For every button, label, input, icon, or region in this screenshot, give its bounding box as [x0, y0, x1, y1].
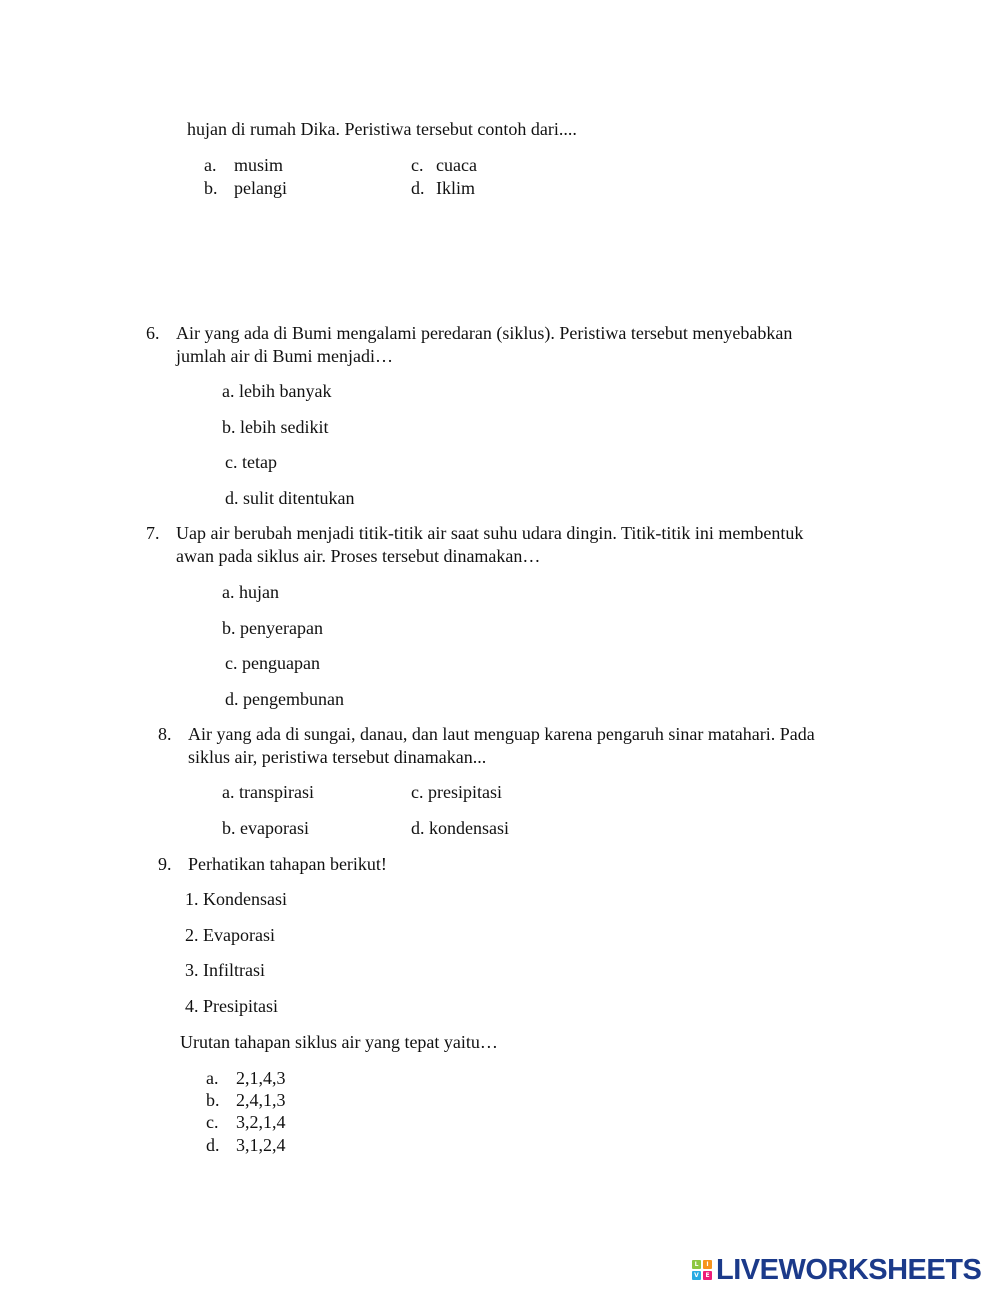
q8-option-d: d. kondensasi — [411, 818, 509, 838]
q7-option-b: b. penyerapan — [222, 618, 323, 638]
q5-option-d-letter: d. — [411, 178, 425, 198]
q8-option-a: a. transpirasi — [222, 782, 314, 802]
question-6-number: 6. — [146, 323, 160, 343]
logo-mark-cell: E — [703, 1271, 712, 1280]
q5-option-c: cuaca — [436, 155, 477, 175]
question-6-line2: jumlah air di Bumi menjadi… — [176, 346, 393, 366]
q8-option-c: c. presipitasi — [411, 782, 502, 802]
q9-stage-3: 3. Infiltrasi — [185, 960, 265, 980]
logo-mark-icon — [692, 1260, 712, 1280]
question-7-line1: Uap air berubah menjadi titik-titik air saat suhu udara dingin. Titik-titik ini membentuk — [176, 523, 804, 543]
question-8-line2: siklus air, peristiwa tersebut dinamakan... — [188, 747, 487, 767]
q9-stage-4: 4. Presipitasi — [185, 996, 278, 1016]
q9-stage-1: 1. Kondensasi — [185, 889, 287, 909]
q9-option-a: 2,1,4,3 — [236, 1068, 286, 1088]
q9-prompt: Urutan tahapan siklus air yang tepat yaitu… — [180, 1032, 498, 1052]
logo-mark-cell: L — [692, 1260, 701, 1269]
question-9-line1: Perhatikan tahapan berikut! — [188, 854, 387, 874]
question-8-line1: Air yang ada di sungai, danau, dan laut menguap karena pengaruh sinar matahari. Pada — [188, 724, 815, 744]
question-8-number: 8. — [158, 724, 172, 744]
q9-option-d: 3,1,2,4 — [236, 1135, 286, 1155]
logo-mark-cell: I — [703, 1260, 712, 1269]
q6-option-d: d. sulit ditentukan — [225, 488, 355, 508]
q5-option-b-letter: b. — [204, 178, 218, 198]
question-7-line2: awan pada siklus air. Proses tersebut dinamakan… — [176, 546, 541, 566]
q8-option-b: b. evaporasi — [222, 818, 309, 838]
liveworksheets-logo — [692, 1255, 981, 1285]
logo-mark-cell: V — [692, 1271, 701, 1280]
q5-option-a: musim — [234, 155, 284, 175]
q6-option-a: a. lebih banyak — [222, 381, 332, 401]
q9-option-a-letter: a. — [206, 1068, 219, 1088]
q9-option-c-letter: c. — [206, 1112, 219, 1132]
q6-option-c: c. tetap — [225, 452, 277, 472]
q9-option-b: 2,4,1,3 — [236, 1090, 286, 1110]
q5-option-c-letter: c. — [411, 155, 424, 175]
q7-option-d: d. pengembunan — [225, 689, 344, 709]
q7-option-a: a. hujan — [222, 582, 279, 602]
q9-stage-2: 2. Evaporasi — [185, 925, 275, 945]
question-6-line1: Air yang ada di Bumi mengalami peredaran (siklus). Peristiwa tersebut menyebabkan — [176, 323, 793, 343]
q5-option-b: pelangi — [234, 178, 287, 198]
question-5-stem: hujan di rumah Dika. Peristiwa tersebut contoh dari.... — [187, 119, 577, 139]
q9-option-b-letter: b. — [206, 1090, 220, 1110]
q9-option-c: 3,2,1,4 — [236, 1112, 286, 1132]
q5-option-d: Iklim — [436, 178, 475, 198]
logo-text: LIVEWORKSHEETS — [716, 1254, 982, 1286]
question-7-number: 7. — [146, 523, 160, 543]
q7-option-c: c. penguapan — [225, 653, 320, 673]
q5-option-a-letter: a. — [204, 155, 217, 175]
question-9-number: 9. — [158, 854, 172, 874]
q6-option-b: b. lebih sedikit — [222, 417, 329, 437]
q9-option-d-letter: d. — [206, 1135, 220, 1155]
